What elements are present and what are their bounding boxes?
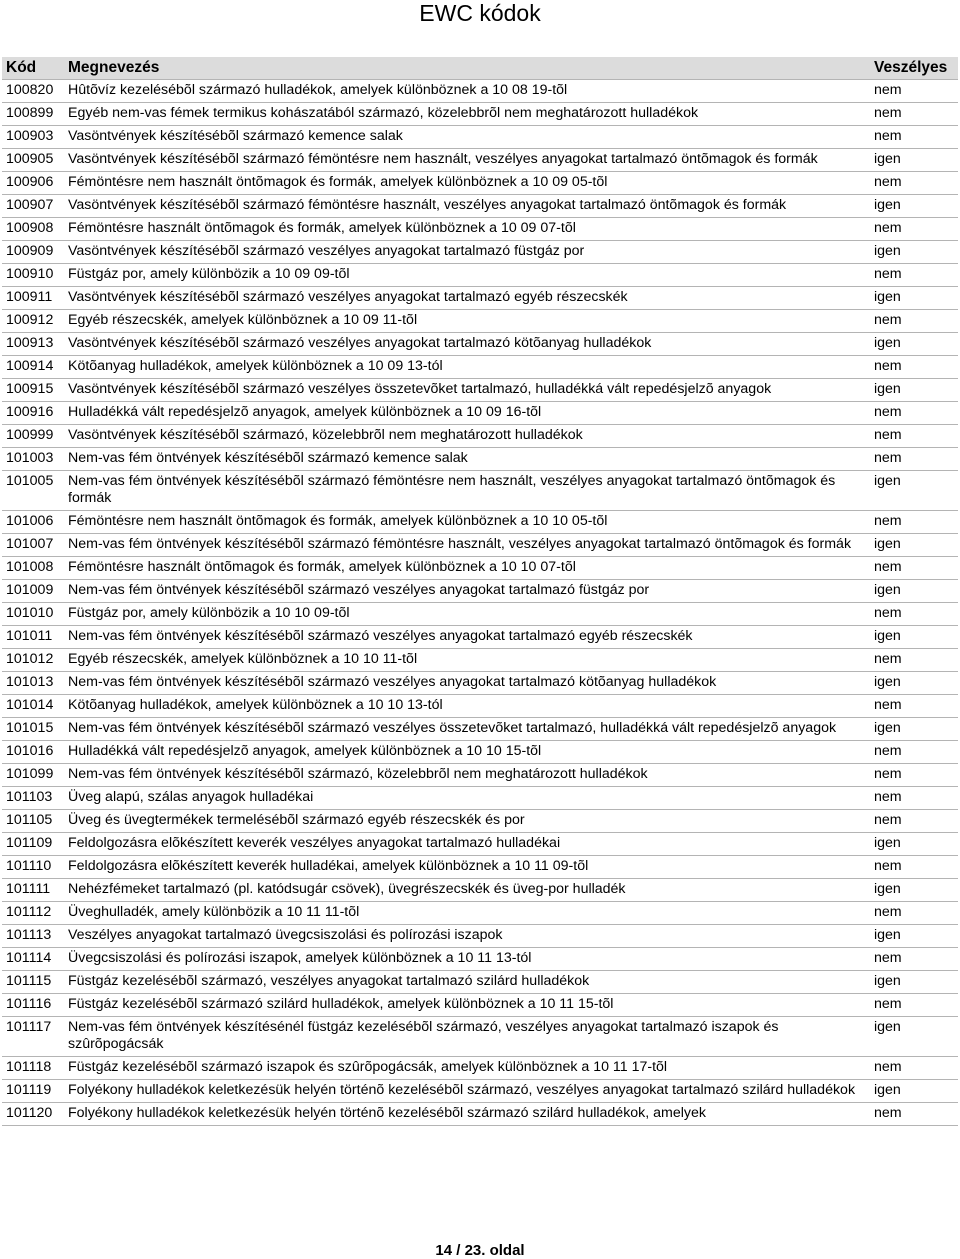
column-header-hazardous: Veszélyes — [870, 57, 958, 80]
cell-hazardous: nem — [870, 172, 958, 195]
cell-hazardous: nem — [870, 356, 958, 379]
cell-hazardous: igen — [870, 534, 958, 557]
cell-name: Fémöntésre nem használt öntõmagok és formák, amelyek különböznek a 10 10 05-tõl — [64, 511, 870, 534]
cell-hazardous: nem — [870, 764, 958, 787]
cell-hazardous: igen — [870, 879, 958, 902]
cell-code: 100908 — [2, 218, 64, 241]
cell-name: Fémöntésre nem használt öntõmagok és formák, amelyek különböznek a 10 09 05-tõl — [64, 172, 870, 195]
table-row — [2, 626, 958, 649]
table-row — [2, 264, 958, 287]
cell-hazardous: nem — [870, 448, 958, 471]
cell-code: 101013 — [2, 672, 64, 695]
cell-name: Üveg alapú, szálas anyagok hulladékai — [64, 787, 870, 810]
cell-hazardous: igen — [870, 287, 958, 310]
table-row — [2, 356, 958, 379]
table-row — [2, 195, 958, 218]
cell-hazardous: igen — [870, 672, 958, 695]
cell-name: Vasöntvények készítésébõl származó kemence salak — [64, 126, 870, 149]
cell-hazardous: igen — [870, 718, 958, 741]
table-row — [2, 103, 958, 126]
table-row — [2, 971, 958, 994]
cell-code: 101006 — [2, 511, 64, 534]
cell-hazardous: nem — [870, 264, 958, 287]
table-row — [2, 833, 958, 856]
cell-code: 100916 — [2, 402, 64, 425]
cell-name: Hulladékká vált repedésjelzõ anyagok, amelyek különböznek a 10 09 16-tõl — [64, 402, 870, 425]
table-row — [2, 672, 958, 695]
cell-code: 101105 — [2, 810, 64, 833]
cell-code: 101116 — [2, 994, 64, 1017]
table-row — [2, 925, 958, 948]
table-row — [2, 126, 958, 149]
cell-name: Füstgáz por, amely különbözik a 10 10 09-tõl — [64, 603, 870, 626]
cell-code: 101008 — [2, 557, 64, 580]
cell-hazardous: igen — [870, 149, 958, 172]
cell-name: Kötõanyag hulladékok, amelyek különböznek a 10 10 13-tól — [64, 695, 870, 718]
cell-name: Egyéb részecskék, amelyek különböznek a 10 10 11-tõl — [64, 649, 870, 672]
cell-name: Nem-vas fém öntvények készítésébõl származó fémöntésre nem használt, veszélyes anyagokat tartalmazó öntõmagok és formák — [64, 471, 870, 511]
page-title: EWC kódok — [419, 0, 541, 26]
table-row — [2, 994, 958, 1017]
cell-code: 100915 — [2, 379, 64, 402]
cell-name: Folyékony hulladékok keletkezésük helyén történõ kezelésébõl származó szilárd hulladékok, amelyek — [64, 1103, 870, 1126]
cell-hazardous: nem — [870, 218, 958, 241]
table-row — [2, 1080, 958, 1103]
table-row — [2, 402, 958, 425]
cell-name: Vasöntvények készítésébõl származó fémöntésre nem használt, veszélyes anyagokat tartalmazó öntõmagok és formák — [64, 149, 870, 172]
cell-name: Vasöntvények készítésébõl származó, közelebbrõl nem meghatározott hulladékok — [64, 425, 870, 448]
cell-name: Feldolgozásra elõkészített keverék hulladékai, amelyek különböznek a 10 11 09-tõl — [64, 856, 870, 879]
cell-code: 101099 — [2, 764, 64, 787]
table-header-row — [2, 57, 958, 80]
cell-code: 101103 — [2, 787, 64, 810]
table-row — [2, 511, 958, 534]
page-indicator: 14 / 23. oldal — [435, 1242, 525, 1259]
cell-hazardous: nem — [870, 310, 958, 333]
table-row — [2, 172, 958, 195]
cell-code: 100903 — [2, 126, 64, 149]
cell-hazardous: igen — [870, 833, 958, 856]
table-row — [2, 902, 958, 925]
table-row — [2, 856, 958, 879]
cell-name: Veszélyes anyagokat tartalmazó üvegcsiszolási és polírozási iszapok — [64, 925, 870, 948]
table-body — [2, 80, 958, 1126]
cell-code: 100905 — [2, 149, 64, 172]
cell-hazardous: nem — [870, 1057, 958, 1080]
cell-name: Nem-vas fém öntvények készítésébõl származó veszélyes anyagokat tartalmazó kötõanyag hulladékok — [64, 672, 870, 695]
cell-name: Kötõanyag hulladékok, amelyek különböznek a 10 09 13-tól — [64, 356, 870, 379]
cell-name: Nem-vas fém öntvények készítésébõl származó veszélyes anyagokat tartalmazó egyéb részecskék — [64, 626, 870, 649]
cell-name: Nem-vas fém öntvények készítésébõl származó fémöntésre használt, veszélyes anyagokat tartalmazó öntõmagok és formák — [64, 534, 870, 557]
table-row — [2, 787, 958, 810]
cell-code: 101119 — [2, 1080, 64, 1103]
table-row — [2, 241, 958, 264]
table-row — [2, 471, 958, 511]
cell-code: 101009 — [2, 580, 64, 603]
cell-code: 101117 — [2, 1017, 64, 1057]
cell-code: 100906 — [2, 172, 64, 195]
cell-code: 101016 — [2, 741, 64, 764]
cell-code: 101015 — [2, 718, 64, 741]
table-row — [2, 1017, 958, 1057]
cell-code: 101012 — [2, 649, 64, 672]
table-row — [2, 1057, 958, 1080]
cell-name: Fémöntésre használt öntõmagok és formák, amelyek különböznek a 10 10 07-tõl — [64, 557, 870, 580]
cell-code: 101111 — [2, 879, 64, 902]
cell-name: Füstgáz por, amely különbözik a 10 09 09-tõl — [64, 264, 870, 287]
cell-hazardous: nem — [870, 425, 958, 448]
cell-hazardous: igen — [870, 241, 958, 264]
cell-hazardous: nem — [870, 856, 958, 879]
table-row — [2, 218, 958, 241]
table-row — [2, 1103, 958, 1126]
table-row — [2, 764, 958, 787]
cell-code: 101118 — [2, 1057, 64, 1080]
cell-hazardous: nem — [870, 402, 958, 425]
cell-name: Hûtõvíz kezelésébõl származó hulladékok, amelyek különböznek a 10 08 19-tõl — [64, 80, 870, 103]
column-header-code: Kód — [2, 57, 64, 80]
cell-name: Füstgáz kezelésébõl származó szilárd hulladékok, amelyek különböznek a 10 11 15-tõl — [64, 994, 870, 1017]
cell-code: 101112 — [2, 902, 64, 925]
cell-hazardous: nem — [870, 80, 958, 103]
table-row — [2, 379, 958, 402]
table-row — [2, 425, 958, 448]
cell-name: Nem-vas fém öntvények készítésénél füstgáz kezelésébõl származó, veszélyes anyagokat tartalmazó iszapok és szûrõpogácsák — [64, 1017, 870, 1057]
cell-hazardous: nem — [870, 810, 958, 833]
table-row — [2, 310, 958, 333]
cell-name: Füstgáz kezelésébõl származó iszapok és szûrõpogácsák, amelyek különböznek a 10 11 17-tõl — [64, 1057, 870, 1080]
cell-code: 100913 — [2, 333, 64, 356]
cell-hazardous: nem — [870, 649, 958, 672]
cell-hazardous: nem — [870, 1103, 958, 1126]
cell-code: 101109 — [2, 833, 64, 856]
cell-code: 101010 — [2, 603, 64, 626]
cell-code: 101005 — [2, 471, 64, 511]
column-header-name: Megnevezés — [64, 57, 870, 80]
cell-name: Vasöntvények készítésébõl származó veszélyes anyagokat tartalmazó kötõanyag hulladékok — [64, 333, 870, 356]
table-row — [2, 948, 958, 971]
cell-code: 100910 — [2, 264, 64, 287]
table-row — [2, 810, 958, 833]
table-row — [2, 80, 958, 103]
cell-name: Egyéb részecskék, amelyek különböznek a 10 09 11-tõl — [64, 310, 870, 333]
cell-hazardous: igen — [870, 471, 958, 511]
cell-code: 100912 — [2, 310, 64, 333]
table-row — [2, 649, 958, 672]
cell-code: 101007 — [2, 534, 64, 557]
cell-hazardous: igen — [870, 1080, 958, 1103]
cell-hazardous: nem — [870, 511, 958, 534]
cell-hazardous: nem — [870, 948, 958, 971]
table-row — [2, 695, 958, 718]
cell-code: 101115 — [2, 971, 64, 994]
cell-name: Folyékony hulladékok keletkezésük helyén történõ kezelésébõl származó, veszélyes anyagokat tartalmazó szilárd hulladékok — [64, 1080, 870, 1103]
cell-name: Egyéb nem-vas fémek termikus kohászatából származó, közelebbrõl nem meghatározott hulladékok — [64, 103, 870, 126]
table-row — [2, 287, 958, 310]
cell-hazardous: igen — [870, 626, 958, 649]
cell-code: 101014 — [2, 695, 64, 718]
cell-code: 100999 — [2, 425, 64, 448]
cell-name: Nem-vas fém öntvények készítésébõl származó, közelebbrõl nem meghatározott hulladékok — [64, 764, 870, 787]
cell-hazardous: igen — [870, 925, 958, 948]
cell-code: 101120 — [2, 1103, 64, 1126]
cell-hazardous: igen — [870, 971, 958, 994]
cell-name: Füstgáz kezelésébõl származó, veszélyes anyagokat tartalmazó szilárd hulladékok — [64, 971, 870, 994]
cell-code: 100820 — [2, 80, 64, 103]
cell-name: Nem-vas fém öntvények készítésébõl származó kemence salak — [64, 448, 870, 471]
cell-name: Hulladékká vált repedésjelzõ anyagok, amelyek különböznek a 10 10 15-tõl — [64, 741, 870, 764]
cell-hazardous: nem — [870, 557, 958, 580]
ewc-codes-table — [2, 57, 958, 1126]
cell-name: Üveg és üvegtermékek termelésébõl származó egyéb részecskék és por — [64, 810, 870, 833]
cell-hazardous: nem — [870, 103, 958, 126]
cell-name: Fémöntésre használt öntõmagok és formák, amelyek különböznek a 10 09 07-tõl — [64, 218, 870, 241]
cell-name: Vasöntvények készítésébõl származó fémöntésre használt, veszélyes anyagokat tartalmazó öntõmagok és formák — [64, 195, 870, 218]
cell-hazardous: nem — [870, 787, 958, 810]
cell-name: Feldolgozásra elõkészített keverék veszélyes anyagokat tartalmazó hulladékai — [64, 833, 870, 856]
table-row — [2, 741, 958, 764]
cell-code: 101114 — [2, 948, 64, 971]
cell-code: 100914 — [2, 356, 64, 379]
cell-hazardous: igen — [870, 379, 958, 402]
table-row — [2, 557, 958, 580]
cell-name: Vasöntvények készítésébõl származó veszélyes összetevõket tartalmazó, hulladékká vált repedésjelzõ anyagok — [64, 379, 870, 402]
table-row — [2, 718, 958, 741]
cell-hazardous: igen — [870, 195, 958, 218]
cell-hazardous: igen — [870, 1017, 958, 1057]
cell-name: Üveghulladék, amely különbözik a 10 11 11-tõl — [64, 902, 870, 925]
cell-hazardous: igen — [870, 333, 958, 356]
cell-code: 101003 — [2, 448, 64, 471]
table-row — [2, 333, 958, 356]
cell-name: Nem-vas fém öntvények készítésébõl származó veszélyes anyagokat tartalmazó füstgáz por — [64, 580, 870, 603]
cell-hazardous: nem — [870, 741, 958, 764]
table-row — [2, 879, 958, 902]
cell-code: 100899 — [2, 103, 64, 126]
table-row — [2, 580, 958, 603]
cell-hazardous: nem — [870, 695, 958, 718]
cell-name: Vasöntvények készítésébõl származó veszélyes anyagokat tartalmazó füstgáz por — [64, 241, 870, 264]
cell-hazardous: nem — [870, 126, 958, 149]
table-row — [2, 534, 958, 557]
cell-name: Nehézfémeket tartalmazó (pl. katódsugár csövek), üvegrészecskék és üveg-por hulladék — [64, 879, 870, 902]
table-row — [2, 448, 958, 471]
cell-code: 100909 — [2, 241, 64, 264]
cell-name: Vasöntvények készítésébõl származó veszélyes anyagokat tartalmazó egyéb részecskék — [64, 287, 870, 310]
cell-code: 101011 — [2, 626, 64, 649]
cell-hazardous: nem — [870, 603, 958, 626]
table-row — [2, 149, 958, 172]
cell-name: Nem-vas fém öntvények készítésébõl származó veszélyes összetevõket tartalmazó, hulladékká vált repedésjelzõ anyagok — [64, 718, 870, 741]
cell-hazardous: nem — [870, 902, 958, 925]
cell-code: 100911 — [2, 287, 64, 310]
cell-hazardous: igen — [870, 580, 958, 603]
table-row — [2, 603, 958, 626]
cell-code: 100907 — [2, 195, 64, 218]
cell-code: 101113 — [2, 925, 64, 948]
cell-hazardous: nem — [870, 994, 958, 1017]
cell-name: Üvegcsiszolási és polírozási iszapok, amelyek különböznek a 10 11 13-tól — [64, 948, 870, 971]
cell-code: 101110 — [2, 856, 64, 879]
